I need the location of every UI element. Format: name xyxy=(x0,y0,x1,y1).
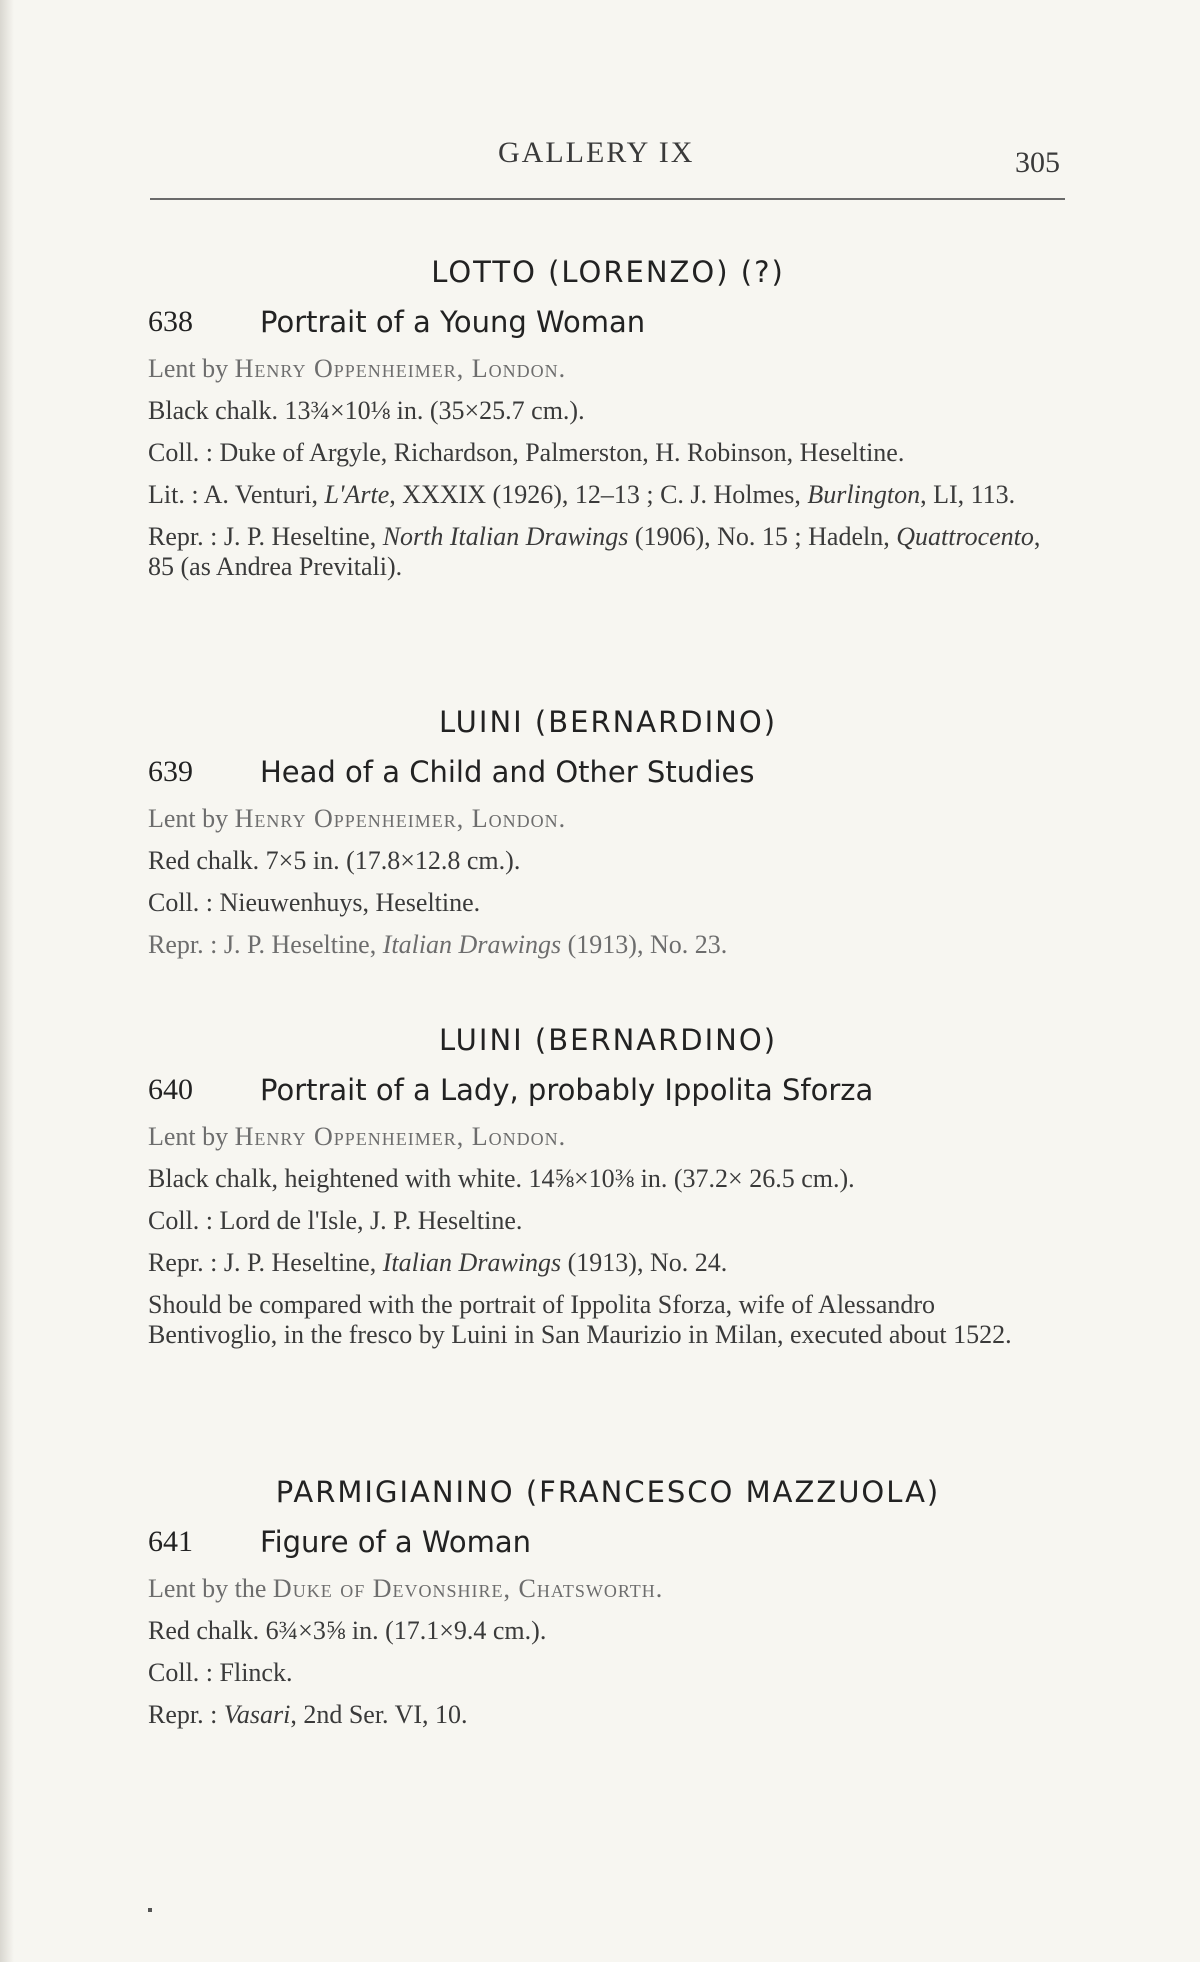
collection-line: Coll. : Lord de l'Isle, J. P. Heseltine. xyxy=(148,1206,523,1235)
reproduction-line xyxy=(148,930,1068,960)
catalogue-entry-640 xyxy=(148,1020,1068,1362)
reproduction-line xyxy=(148,1248,1068,1278)
literature-line xyxy=(148,480,1068,510)
reproduction-line xyxy=(148,1700,1068,1730)
entry-title: Portrait of a Lady, probably Ippolita Sforza xyxy=(260,1073,874,1107)
reproduction-text: Repr. : xyxy=(148,1700,224,1729)
artist-heading: LUINI (BERNARDINO) xyxy=(438,705,778,739)
entry-title: Head of a Child and Other Studies xyxy=(260,755,755,789)
literature-journal: L'Arte xyxy=(324,480,390,509)
catalogue-entry-639 xyxy=(148,702,1068,972)
reproduction-publication: North Italian Drawings xyxy=(382,522,629,551)
running-head-title: GALLERY IX xyxy=(498,136,695,169)
entry-title-line xyxy=(148,1070,1068,1110)
artist-heading: LOTTO (LORENZO) (?) xyxy=(431,255,785,289)
entry-number: 638 xyxy=(148,305,193,338)
literature-text: , XXXIX (1926), 12–13 ; C. J. Holmes, xyxy=(389,480,808,509)
entry-number: 641 xyxy=(148,1525,193,1558)
reproduction-publication: Quattrocento xyxy=(896,522,1034,551)
entry-number: 639 xyxy=(148,755,193,788)
medium-line: Black chalk. 13¾×10⅛ in. (35×25.7 cm.). xyxy=(148,396,585,425)
reproduction-text: Repr. : J. P. Heseltine, xyxy=(148,522,383,551)
entry-title-line xyxy=(148,302,1068,342)
entry-title: Figure of a Woman xyxy=(260,1525,532,1559)
reproduction-text: , 2nd Ser. VI, 10. xyxy=(290,1700,468,1729)
lent-prefix: Lent by xyxy=(148,1122,229,1151)
reproduction-text: (1913), No. 23. xyxy=(561,930,728,959)
entry-number: 640 xyxy=(148,1073,193,1106)
literature-text: Lit. : A. Venturi, xyxy=(148,480,325,509)
lender-line xyxy=(148,1122,1068,1152)
collection-line: Coll. : Nieuwenhuys, Heseltine. xyxy=(148,888,481,917)
reproduction-text: Repr. : J. P. Heseltine, xyxy=(148,930,383,959)
lent-prefix: Lent by xyxy=(148,354,229,383)
medium-line: Black chalk, heightened with white. 14⅝×10⅜ in. (37.2× 26.5 cm.). xyxy=(148,1164,855,1193)
artist-heading: PARMIGIANINO (FRANCESCO MAZZUOLA) xyxy=(275,1475,941,1509)
literature-text: , LI, 113. xyxy=(920,480,1016,509)
collection-line: Coll. : Duke of Argyle, Richardson, Palmerston, H. Robinson, Heseltine. xyxy=(148,438,905,467)
catalogue-entry-638 xyxy=(148,252,1068,594)
bottom-dot xyxy=(148,1908,152,1912)
lender-line xyxy=(148,804,1068,834)
reproduction-publication: Italian Drawings xyxy=(382,1248,562,1277)
reproduction-publication: Italian Drawings xyxy=(382,930,562,959)
reproduction-publication: Vasari xyxy=(223,1700,291,1729)
medium-line: Red chalk. 6¾×3⅝ in. (17.1×9.4 cm.). xyxy=(148,1616,547,1645)
lender-name: Henry Oppenheimer, London. xyxy=(234,1122,567,1151)
page-edge-shadow xyxy=(0,0,14,1962)
entry-title-line xyxy=(148,1522,1068,1562)
lender-line xyxy=(148,1574,1068,1604)
lender-name: Henry Oppenheimer, London. xyxy=(234,354,567,383)
header-rule xyxy=(150,198,1065,200)
page-number: 305 xyxy=(1015,146,1060,179)
running-head xyxy=(150,136,1060,196)
artist-heading: LUINI (BERNARDINO) xyxy=(438,1023,778,1057)
reproduction-text: , 85 (as Andrea Previtali). xyxy=(148,522,1041,581)
lender-line xyxy=(148,354,1068,384)
lender-name: Henry Oppenheimer, London. xyxy=(234,804,567,833)
literature-journal: Burlington xyxy=(807,480,921,509)
lent-prefix: Lent by xyxy=(148,804,229,833)
collection-line: Coll. : Flinck. xyxy=(148,1658,293,1687)
reproduction-text: Repr. : J. P. Heseltine, xyxy=(148,1248,383,1277)
note-paragraph: Should be compared with the portrait of Ippolita Sforza, wife of Alessandro Bentivoglio, in the fresco by Luini in San Maurizio in Milan, executed about 1522. xyxy=(148,1290,1012,1349)
reproduction-line xyxy=(148,522,1068,582)
reproduction-text: (1913), No. 24. xyxy=(561,1248,728,1277)
catalogue-entry-641 xyxy=(148,1472,1068,1742)
entry-title-line xyxy=(148,752,1068,792)
medium-line: Red chalk. 7×5 in. (17.8×12.8 cm.). xyxy=(148,846,521,875)
reproduction-text: (1906), No. 15 ; Hadeln, xyxy=(628,522,897,551)
lent-prefix: Lent by the xyxy=(148,1574,267,1603)
lender-name: Duke of Devonshire, Chatsworth. xyxy=(272,1574,664,1603)
entry-title: Portrait of a Young Woman xyxy=(260,305,646,339)
